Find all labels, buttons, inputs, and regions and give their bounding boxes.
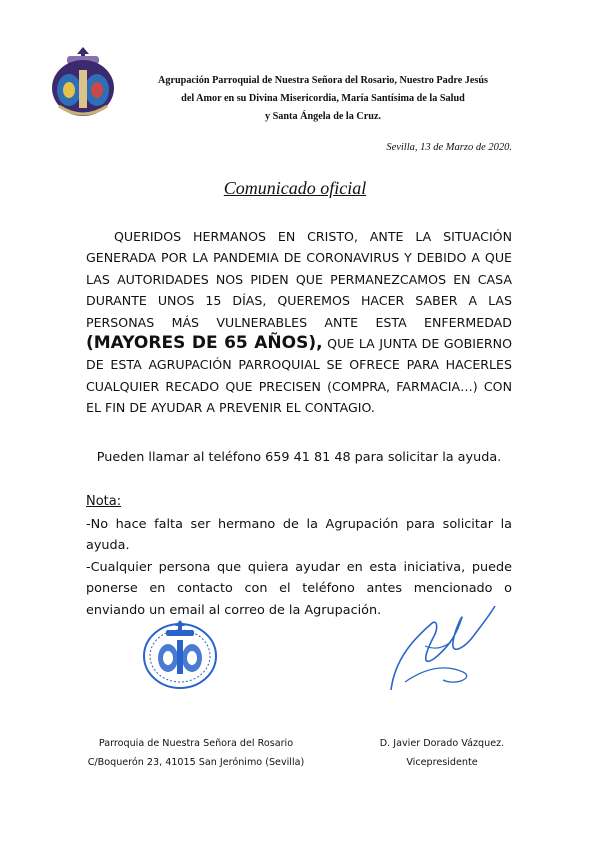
signature: [385, 598, 515, 698]
parish-stamp: [140, 612, 220, 692]
header-line-3: y Santa Ángela de la Cruz.: [264, 111, 382, 122]
header-organization-name: [128, 72, 518, 126]
body-paragraph: [86, 226, 512, 419]
crest-icon: [45, 44, 121, 120]
header-line-1: Agrupación Parroquial de Nuestra Señora del Rosario, Nuestro Padre Jesús: [158, 75, 488, 86]
signature-icon: [385, 598, 515, 698]
note-line-2: -Cualquier persona que quiera ayudar en esta iniciativa, puede ponerse en contacto con el teléfono antes mencionado o enviando un email al correo de la Agrupación.: [86, 559, 512, 618]
footer-left-line-1: Parroquia de Nuestra Señora del Rosario: [98, 738, 294, 749]
note-heading: Nota:: [86, 494, 122, 509]
stamp-icon: [140, 612, 220, 692]
footer-signatory: [372, 734, 512, 772]
footer-parish-address: [86, 734, 306, 772]
header-line-2: del Amor en su Divina Misericordia, María Santísima de la Salud: [181, 93, 465, 104]
document-title: Comunicado oficial: [223, 178, 367, 198]
body-part-2: QUE LA JUNTA DE GOBIERNO DE ESTA AGRUPACIÓN PARROQUIAL SE OFRECE PARA HACERLES CUALQUIER RECADO QUE PRECISEN (COMPRA, FARMACIA…) CON EL FIN DE AYUDAR A PREVENIR EL CONTAGIO.: [86, 336, 512, 416]
footer-left-line-2: C/Boquerón 23, 41015 San Jerónimo (Sevilla): [87, 757, 305, 768]
footer-right-line-1: D. Javier Dorado Vázquez.: [379, 738, 505, 749]
phone-instructions: Pueden llamar al teléfono 659 41 81 48 para solicitar la ayuda.: [96, 450, 502, 465]
note-line-1: -No hace falta ser hermano de la Agrupación para solicitar la ayuda.: [86, 517, 512, 554]
crest-logo-top: [45, 44, 121, 120]
body-highlight-age: (MAYORES DE 65 AÑOS),: [86, 333, 323, 354]
body-part-1: QUERIDOS HERMANOS EN CRISTO, ANTE LA SITUACIÓN GENERADA POR LA PANDEMIA DE CORONAVIRUS Y DEBIDO A QUE LAS AUTORIDADES NOS PIDEN QUE PERMANEZCAMOS EN CASA DURANTE UNOS 15 DÍAS, QUEREMOS HACER SABER A LAS PERSONAS MÁS VULNERABLES ANTE ESTA ENFERMEDAD: [86, 229, 512, 330]
footer-right-line-2: Vicepresidente: [406, 757, 478, 768]
document-date: Sevilla, 13 de Marzo de 2020.: [386, 142, 512, 153]
